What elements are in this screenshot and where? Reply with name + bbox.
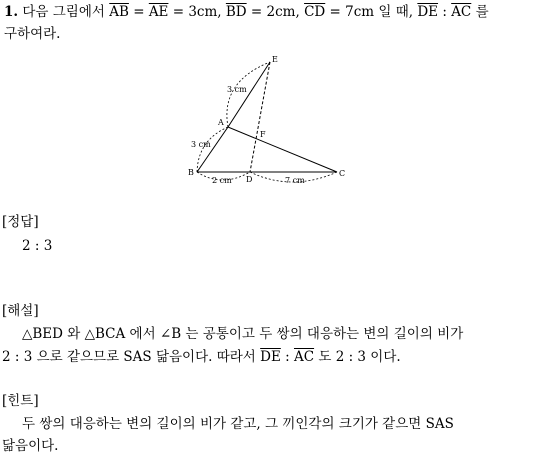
equals-sign: = (133, 4, 145, 20)
measure-dc: 7 cm (285, 176, 305, 185)
point-a-label: A (218, 118, 224, 127)
segment-bd: $\overline{BD}$ (225, 4, 247, 20)
explanation-text-end: 도 2 : 3 이다. (318, 349, 401, 365)
segment-ac: $\overline{AC}$ (293, 349, 315, 365)
hint-line-1: 두 쌍의 대응하는 변의 길이의 비가 같고, 그 끼인각의 크기가 같으면 SAS (22, 416, 454, 432)
explanation-line-1: △BED 와 △BCA 에서 ∠B 는 공통이고 두 쌍의 대응하는 변의 길이의 비가 (22, 326, 464, 342)
length-text: = 7cm 일 때, (329, 4, 414, 20)
line-ac (228, 127, 337, 172)
explanation-text: 2 : 3 으로 같으므로 SAS 닮음이다. 따라서 (2, 349, 256, 365)
segment-ac: $\overline{AC}$ (451, 4, 472, 20)
segment-cd: $\overline{CD}$ (304, 4, 326, 20)
explanation-label: [해설] (2, 303, 39, 319)
point-e-label: E (272, 55, 278, 64)
answer-value: 2 : 3 (22, 238, 53, 254)
segment-de: $\overline{DE}$ (417, 4, 439, 20)
hint-label: [힌트] (2, 393, 39, 409)
problem-number: 1. (4, 4, 19, 20)
measure-ab: 3 cm (191, 140, 211, 149)
answer-label: [정답] (2, 214, 39, 230)
point-f-label: F (260, 130, 266, 139)
problem-line-2: 구하여라. (4, 26, 61, 42)
line-de (250, 62, 270, 172)
measure-ae: 3 cm (227, 85, 247, 94)
segment-ae: $\overline{AE}$ (148, 4, 169, 20)
line-ea (228, 62, 270, 127)
explanation-line-2 (2, 347, 401, 367)
problem-text: 다음 그림에서 (22, 4, 105, 20)
triangle-diagram (180, 52, 350, 192)
segment-de: $\overline{DE}$ (260, 349, 281, 365)
segment-ab: $\overline{AB}$ (109, 4, 129, 20)
length-text: = 3cm, (172, 4, 222, 20)
point-d-label: D (246, 175, 253, 184)
ratio-colon: : (285, 349, 290, 365)
line-ab (197, 127, 228, 172)
problem-text-suffix: 를 (475, 4, 489, 20)
triangle-figure (180, 52, 350, 192)
problem-line-1 (4, 2, 489, 22)
point-b-label: B (188, 168, 194, 177)
length-text: = 2cm, (250, 4, 300, 20)
hint-line-2: 닮음이다. (2, 438, 59, 454)
ratio-colon: : (442, 4, 447, 20)
point-c-label: C (339, 169, 346, 178)
measure-bd: 2 cm (212, 176, 232, 185)
